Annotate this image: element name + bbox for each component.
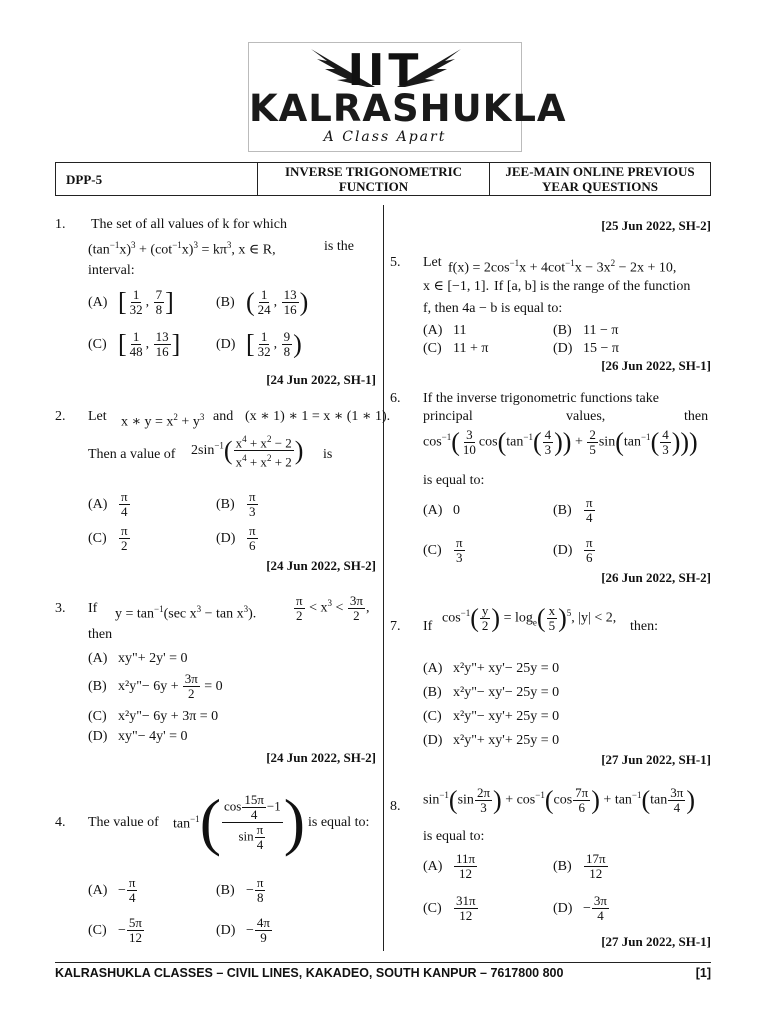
source-tag: [24 Jun 2022, SH-1] — [266, 372, 376, 387]
source-tag: [27 Jun 2022, SH-1] — [601, 934, 711, 949]
question-7 — [390, 604, 712, 754]
option-a[interactable]: (A) [ $\frac{1}{32}$ , $\frac{7}{8}$ ] — [88, 287, 174, 317]
math-expression: x ∈ [−1, 1]. — [423, 279, 490, 294]
question-2 — [55, 408, 391, 568]
dpp-code: DPP-5 — [56, 163, 258, 195]
question-1 — [55, 216, 377, 376]
question-text: is equal to: — [423, 829, 485, 844]
option-d[interactable]: (D) − $\frac{3\pi}{4}$ — [553, 893, 607, 923]
question-text: The value of — [88, 815, 159, 830]
option-a[interactable]: (A) 0 — [423, 503, 460, 518]
question-text: values, — [566, 409, 606, 424]
math-expression: $\frac{\pi}{2}$ < $x^3$ < $\frac{3\pi}{2}$ , — [296, 593, 370, 623]
option-b[interactable]: (B) $\frac{\pi}{3}$ — [216, 489, 256, 519]
math-expression: $(\tan^{-1}x)^3 + (\cot^{-1}x)^3 = k\pi^3$, x ∈ R, — [88, 240, 276, 258]
option-d[interactable]: (D) x²y"+ xy'+ 25y = 0 — [423, 733, 560, 748]
footer-rule — [55, 962, 711, 963]
option-c[interactable]: (C) $\frac{\pi}{3}$ — [423, 535, 463, 565]
exam-title: JEE-MAIN ONLINE PREVIOUS YEAR QUESTIONS — [505, 164, 695, 194]
math-expression: $\cos^{-1}$( $\frac{y}{2}$ ) = $\log_e$( $\frac{x}{5}$ )$^5$, |y| < 2, — [442, 603, 617, 633]
question-number: 3. — [55, 601, 66, 616]
option-b[interactable]: (B) x²y"− 6y + $\frac{3\pi}{2}$ = 0 — [88, 671, 223, 701]
page-number: [1] — [695, 966, 711, 980]
page-footer — [55, 966, 711, 980]
question-number: 1. — [55, 217, 66, 232]
option-c[interactable]: (C) [ $\frac{1}{48}$ , $\frac{13}{16}$ ] — [88, 329, 181, 359]
math-expression: $2\sin^{-1}$( $\frac{x^4 + x^2 - 2}{x^4 + x^2 + 2}$ ) — [191, 434, 304, 470]
question-text: then — [684, 409, 709, 424]
question-number: 5. — [390, 255, 401, 270]
source-tag: [24 Jun 2022, SH-2] — [266, 558, 376, 573]
option-b[interactable]: (B) − $\frac{\pi}{8}$ — [216, 875, 264, 905]
topic-title: INVERSE TRIGONOMETRIC FUNCTION — [258, 163, 490, 195]
math-expression: $\tan^{-1}$ ( cos $\frac{15\pi}{4}$ −1 sin $\frac{\pi}{4}$ ) — [173, 786, 306, 857]
option-c[interactable]: (C) 11 + π — [423, 341, 489, 356]
option-b[interactable]: (B) ( $\frac{1}{24}$ , $\frac{13}{16}$ ) — [216, 287, 309, 317]
logo-iit: IIT — [347, 45, 423, 96]
question-text: Let — [88, 409, 107, 424]
question-8 — [390, 786, 712, 946]
option-a[interactable]: (A) 11 — [423, 323, 467, 338]
question-text: and — [213, 409, 234, 424]
question-text: principal — [423, 409, 473, 424]
header-table — [55, 162, 711, 196]
option-b[interactable]: (B) x²y"− xy'− 25y = 0 — [423, 685, 560, 700]
source-tag: [25 Jun 2022, SH-2] — [601, 218, 711, 233]
question-number: 2. — [55, 409, 66, 424]
math-expression: $y = \tan^{-1}(\sec$ $x^3 - \tan x^3$). — [115, 604, 257, 622]
question-number: 7. — [390, 619, 401, 634]
question-number: 8. — [390, 799, 401, 814]
option-d[interactable]: (D) [ $\frac{1}{32}$ , $\frac{9}{8}$ ) — [216, 329, 302, 359]
question-text: If the inverse trigonometric functions take — [423, 391, 659, 406]
question-4 — [55, 780, 377, 950]
option-c[interactable]: (C) $\frac{31\pi}{12}$ — [423, 893, 476, 923]
option-a[interactable]: (A) x²y"+ xy'− 25y = 0 — [423, 661, 560, 676]
option-c[interactable]: (C) − $\frac{5\pi}{12}$ — [88, 915, 142, 945]
option-a[interactable]: (A) − $\frac{\pi}{4}$ — [88, 875, 136, 905]
footer-address: KALRASHUKLA CLASSES – CIVIL LINES, KAKADEO, SOUTH KANPUR – 7617800 800 — [55, 966, 564, 980]
question-text: If — [88, 601, 98, 616]
option-c[interactable]: (C) x²y"− 6y + 3π = 0 — [88, 709, 219, 724]
question-text: If [a, b] is the range of the function — [494, 279, 691, 294]
question-3 — [55, 594, 377, 754]
option-c[interactable]: (C) $\frac{\pi}{2}$ — [88, 523, 128, 553]
math-expression: $\cos^{-1}$( $\frac{3}{10}$ $\cos(\tan^{-1}$( $\frac{4}{3}$ )) + $\frac{2}{5}$ $\sin(\tan^{-1}$( $\frac{4}{3}$ ))) — [423, 427, 698, 457]
question-text: The set of all values of k for which — [91, 217, 287, 232]
question-5 — [390, 254, 712, 374]
option-c[interactable]: (C) x²y"− xy'+ 25y = 0 — [423, 709, 560, 724]
option-d[interactable]: (D) $\frac{\pi}{6}$ — [553, 535, 593, 565]
source-tag: [27 Jun 2022, SH-1] — [601, 752, 711, 767]
option-b[interactable]: (B) $\frac{\pi}{4}$ — [553, 495, 593, 525]
option-a[interactable]: (A) xy"+ 2y' = 0 — [88, 651, 188, 666]
math-expression: x ∗ $y = x^2 + y^3$ — [121, 412, 205, 430]
logo-tagline: A Class Apart — [323, 129, 447, 145]
option-d[interactable]: (D) − $\frac{4\pi}{9}$ — [216, 915, 270, 945]
logo-name: KALRASHUKLA — [249, 87, 567, 130]
question-text: then — [88, 627, 113, 642]
math-expression: (x ∗ 1) ∗ 1 = x ∗ (1 ∗ 1). — [245, 409, 391, 424]
question-text: f, then 4a − b is equal to: — [423, 301, 563, 316]
source-tag: [26 Jun 2022, SH-2] — [601, 570, 711, 585]
option-b[interactable]: (B) 11 − π — [553, 323, 619, 338]
question-text: interval: — [88, 263, 135, 278]
question-text: Let — [423, 255, 442, 270]
option-a[interactable]: (A) $\frac{\pi}{4}$ — [88, 489, 128, 519]
column-divider — [383, 205, 384, 951]
source-tag: [24 Jun 2022, SH-2] — [266, 750, 376, 765]
question-number: 4. — [55, 815, 66, 830]
question-text: is — [323, 447, 333, 462]
question-text: then: — [630, 619, 658, 634]
question-text: is the — [324, 239, 354, 254]
question-text: is equal to: — [308, 815, 370, 830]
brand-logo — [248, 42, 567, 152]
question-text: is equal to: — [423, 473, 485, 488]
math-expression: $\sin^{-1}(\sin$ $\frac{2\pi}{3}$ ) + $\cos^{-1}(\cos$ $\frac{7\pi}{6}$ ) + $\tan^{-1}(\tan$ $\frac{3\pi}{4}$ ) — [423, 785, 696, 815]
question-6 — [390, 390, 712, 580]
question-text: Then a value of — [88, 447, 176, 462]
source-tag: [26 Jun 2022, SH-1] — [601, 358, 711, 373]
question-number: 6. — [390, 391, 401, 406]
option-d[interactable]: (D) 15 − π — [553, 341, 619, 356]
math-expression: $f(x) = 2\cos^{-1}x + 4\cot^{-1}x - 3x^2 - 2x + 10$, — [448, 258, 677, 276]
option-a[interactable]: (A) $\frac{11\pi}{12}$ — [423, 851, 476, 881]
option-d[interactable]: (D) $\frac{\pi}{6}$ — [216, 523, 256, 553]
question-text: If — [423, 619, 433, 634]
option-d[interactable]: (D) xy"− 4y' = 0 — [88, 729, 188, 744]
option-b[interactable]: (B) $\frac{17\pi}{12}$ — [553, 851, 606, 881]
